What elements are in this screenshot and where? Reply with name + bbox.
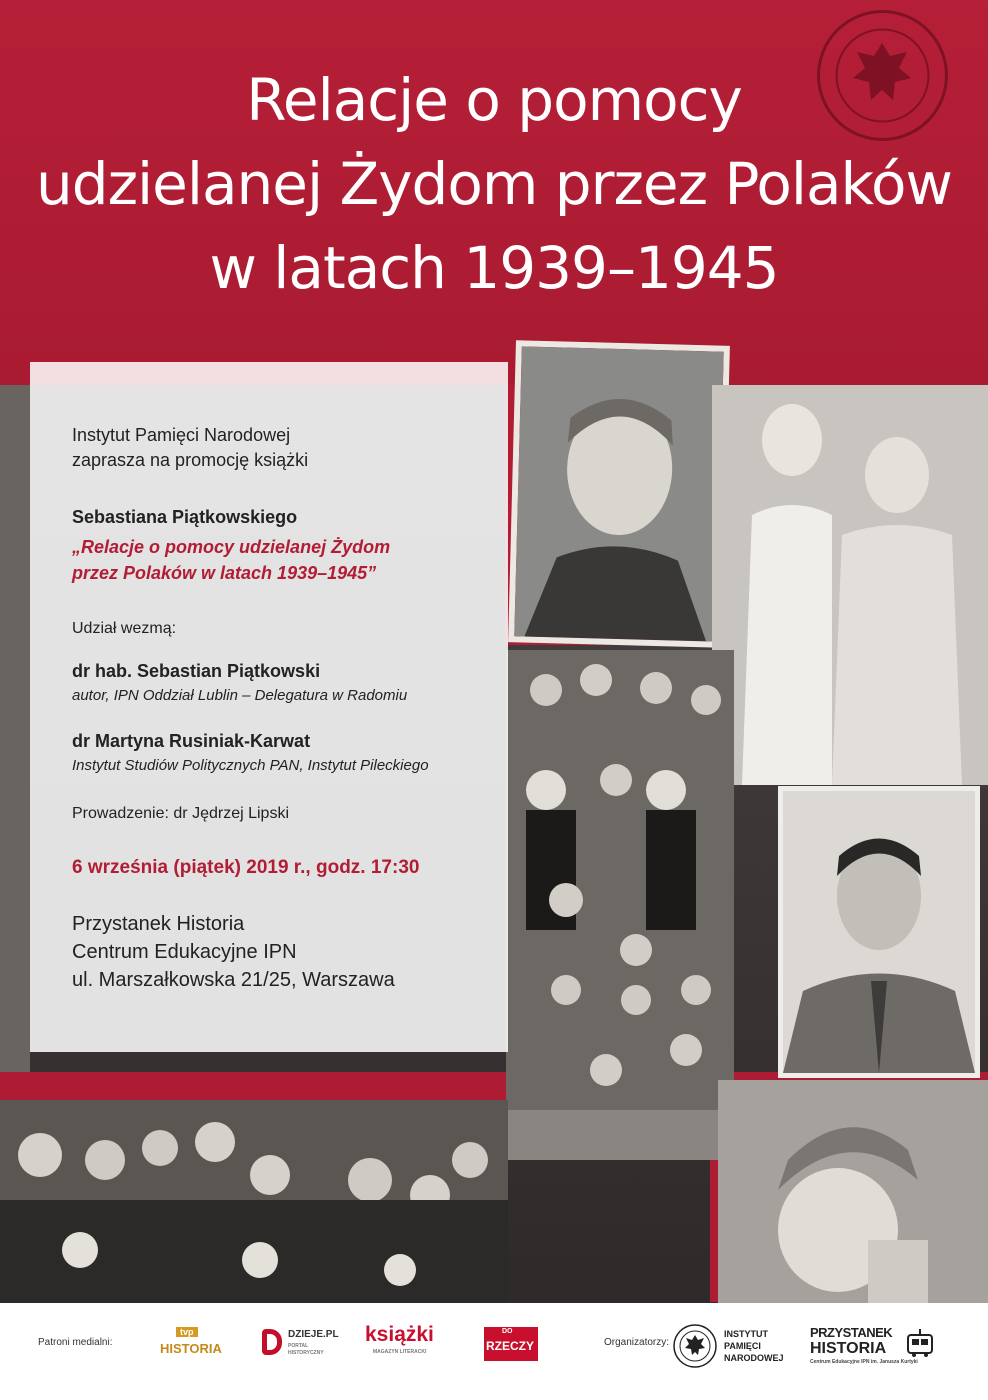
dzieje-d-icon: [262, 1329, 282, 1355]
venue-line-1: Przystanek Historia: [72, 913, 245, 935]
org-line-1: Instytut Pamięci Narodowej: [72, 425, 291, 445]
title-line-1: Relacje o pomocy: [246, 66, 742, 134]
photo-family-group: [0, 1100, 508, 1303]
photo-boy-portrait: [508, 340, 730, 647]
photo-child-with-doll: [718, 1080, 988, 1303]
photo-man-in-suit: [778, 786, 980, 1078]
organizers-label: Organizatorzy:: [604, 1337, 670, 1348]
book-title-line-1: „Relacje o pomocy udzielanej Żydom: [72, 537, 391, 557]
event-date-weekday: (piątek): [173, 857, 241, 878]
venue-line-3: ul. Marszałkowska 21/25, Warszawa: [72, 969, 395, 991]
photo-group-children-nuns: [506, 650, 734, 1160]
org-line-2: zaprasza na promocję książki: [72, 450, 309, 470]
title-line-2: udzielanej Żydom przez Polaków: [36, 150, 952, 218]
dzieje-pl-logo: DZIEJE.PL PORTAL HISTORYCZNY: [262, 1325, 342, 1365]
moderator: Prowadzenie: dr Jędrzej Lipski: [72, 805, 289, 822]
poster-title: [0, 58, 988, 310]
event-date: [72, 857, 419, 879]
author-name: Sebastiana Piątkowskiego: [72, 507, 298, 527]
photo-left-faded: [0, 385, 30, 1072]
book-title-line-2: przez Polaków w latach 1939–1945”: [72, 563, 377, 583]
tvp-historia-logo: tvp HISTORIA: [160, 1327, 222, 1356]
participants-heading: Udział wezmą:: [72, 620, 177, 637]
event-date-time: 2019 r., godz. 17:30: [246, 857, 420, 878]
title-line-3: w latach 1939–1945: [209, 234, 779, 302]
speaker-2-affiliation: Instytut Studiów Politycznych PAN, Instytut Pileckiego: [72, 757, 429, 774]
speaker-1-name: dr hab. Sebastian Piątkowski: [72, 661, 321, 681]
patrons-label: Patroni medialni:: [38, 1337, 113, 1348]
do-rzeczy-logo: DO RZECZY: [484, 1327, 538, 1361]
footer: [0, 1303, 988, 1400]
speaker-2-name: dr Martyna Rusiniak-Karwat: [72, 731, 311, 751]
photo-man-and-girl: [712, 385, 988, 785]
przystanek-historia-logo: PRZYSTANEK HISTORIA Centrum Edukacyjne IPN im. Janusza Kurtyki: [810, 1323, 960, 1373]
speaker-1-affiliation: autor, IPN Oddział Lublin – Delegatura w Radomiu: [72, 687, 408, 704]
event-date-day: 6 września: [72, 857, 169, 878]
ipn-eagle-seal-icon: [672, 1323, 718, 1369]
venue-line-2: Centrum Edukacyjne IPN: [72, 941, 297, 963]
tram-icon: [904, 1327, 936, 1359]
ksiazki-logo: książki MAGAZYN LITERACKI: [365, 1323, 434, 1355]
ipn-logo: INSTYTUT PAMIĘCI NARODOWEJ: [672, 1323, 792, 1369]
